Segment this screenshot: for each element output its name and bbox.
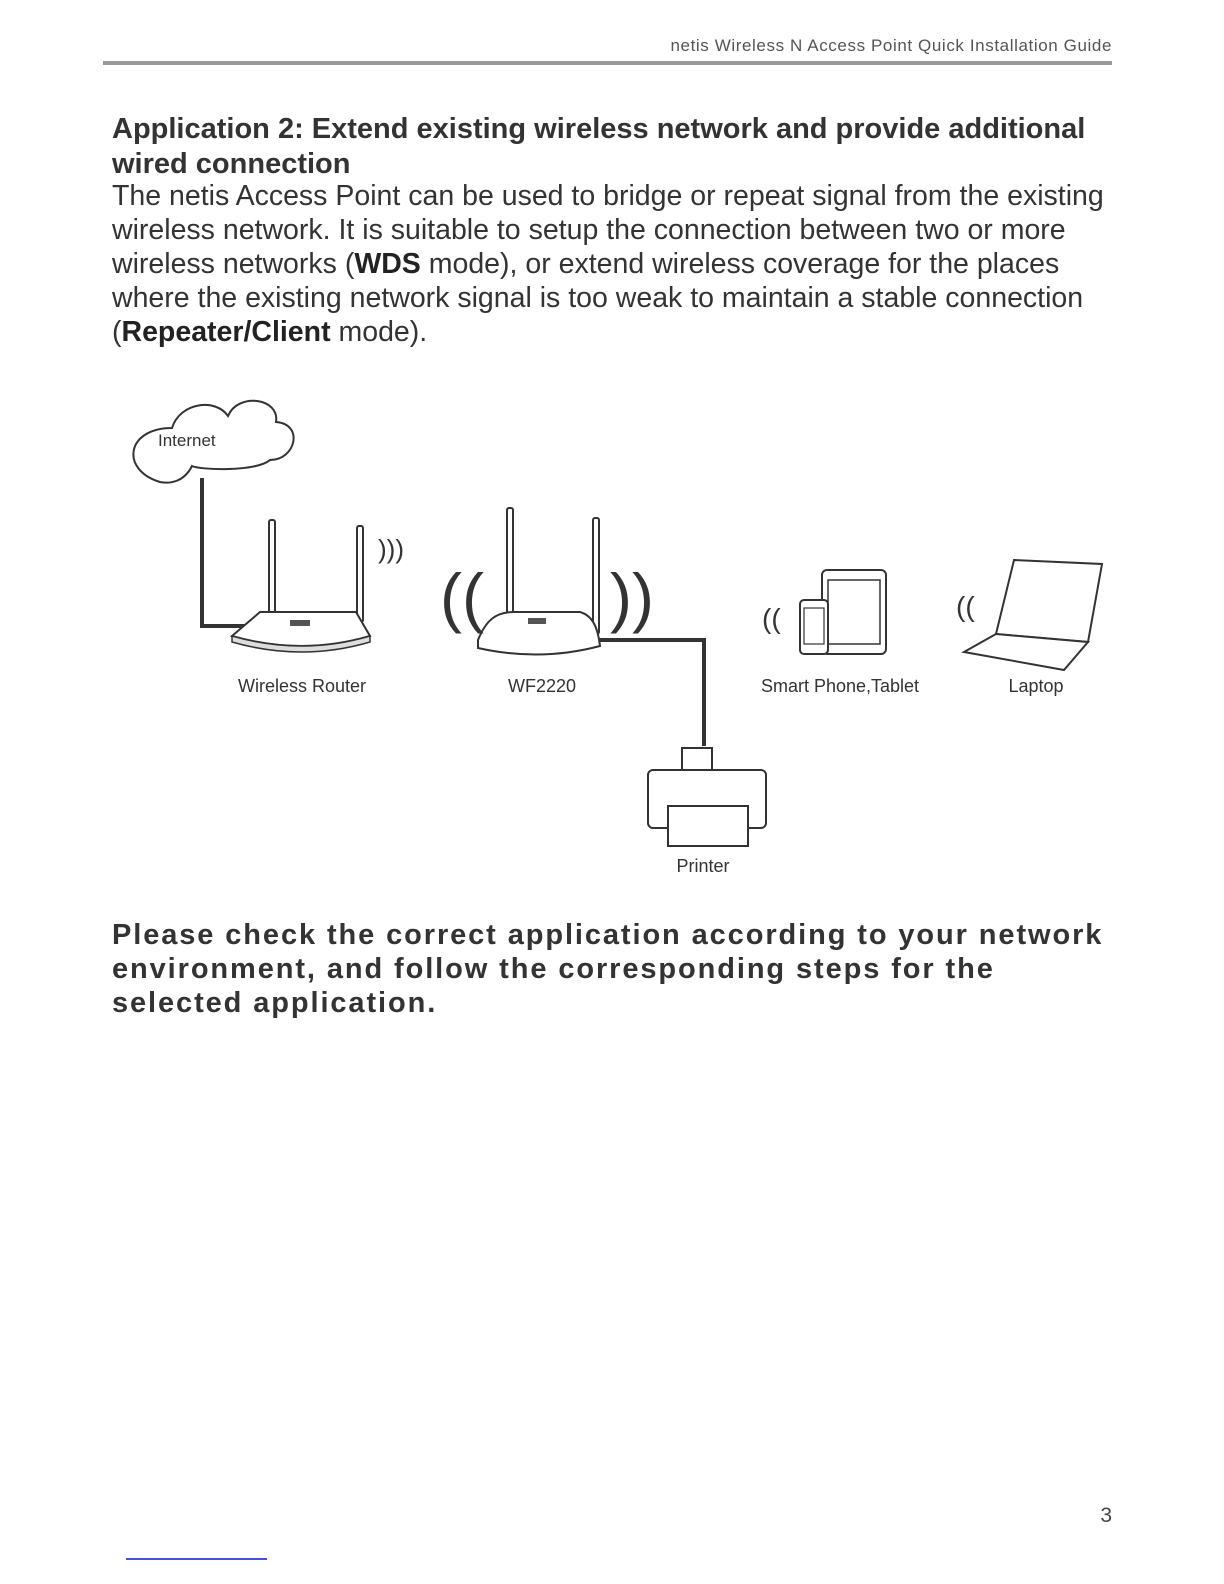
body-text-part: The netis Access Point can be used to bridge or repeat signal from the existing wireless network. It is suitable to setup the connection between two or more wireless networks (	[112, 180, 1104, 280]
page-number: 3	[1100, 1504, 1112, 1527]
network-diagram-graphic	[120, 390, 1120, 890]
laptop-label: Laptop	[1008, 676, 1064, 696]
internet-cable	[202, 478, 248, 626]
footer-link-underline[interactable]	[126, 1558, 267, 1560]
header-title: netis Wireless N Access Point Quick Installation Guide	[670, 36, 1112, 55]
ap-signal-left-icon: ((	[440, 560, 484, 634]
header-divider	[103, 61, 1112, 65]
router-signal-icon: )))	[378, 534, 404, 564]
laptop-icon	[964, 560, 1102, 670]
phone-tablet-icon	[800, 570, 886, 654]
wireless-router-label: Wireless Router	[237, 676, 367, 696]
wds-mode-term: WDS	[354, 248, 421, 280]
repeater-client-mode-term: Repeater/Client	[121, 316, 331, 348]
body-text-part: mode), or extend wireless coverage for the places where the existing network signal is too weak to maintain a stable connection (	[112, 248, 1084, 348]
printer-cable	[580, 640, 704, 746]
phone-tablet-label: Smart Phone,Tablet	[760, 676, 920, 696]
access-point-wf2220-icon	[478, 508, 600, 655]
wireless-router-icon	[232, 520, 370, 652]
internet-label: Internet	[158, 431, 216, 450]
body-text-part: mode).	[330, 316, 428, 348]
phone-signal-icon: ((	[762, 603, 781, 634]
application-notice: Please check the correct application according to your network environment, and follow the corresponding steps for the selected application.	[112, 919, 1104, 1019]
section-body	[112, 179, 1122, 349]
wf2220-label: WF2220	[507, 676, 577, 696]
laptop-signal-icon: ((	[956, 591, 975, 622]
printer-label: Printer	[676, 856, 730, 876]
printer-icon	[648, 748, 766, 846]
section-heading: Application 2: Extend existing wireless network and provide additional wired connection	[112, 113, 1086, 180]
network-diagram	[120, 390, 1120, 890]
ap-signal-right-icon: ))	[610, 560, 654, 634]
